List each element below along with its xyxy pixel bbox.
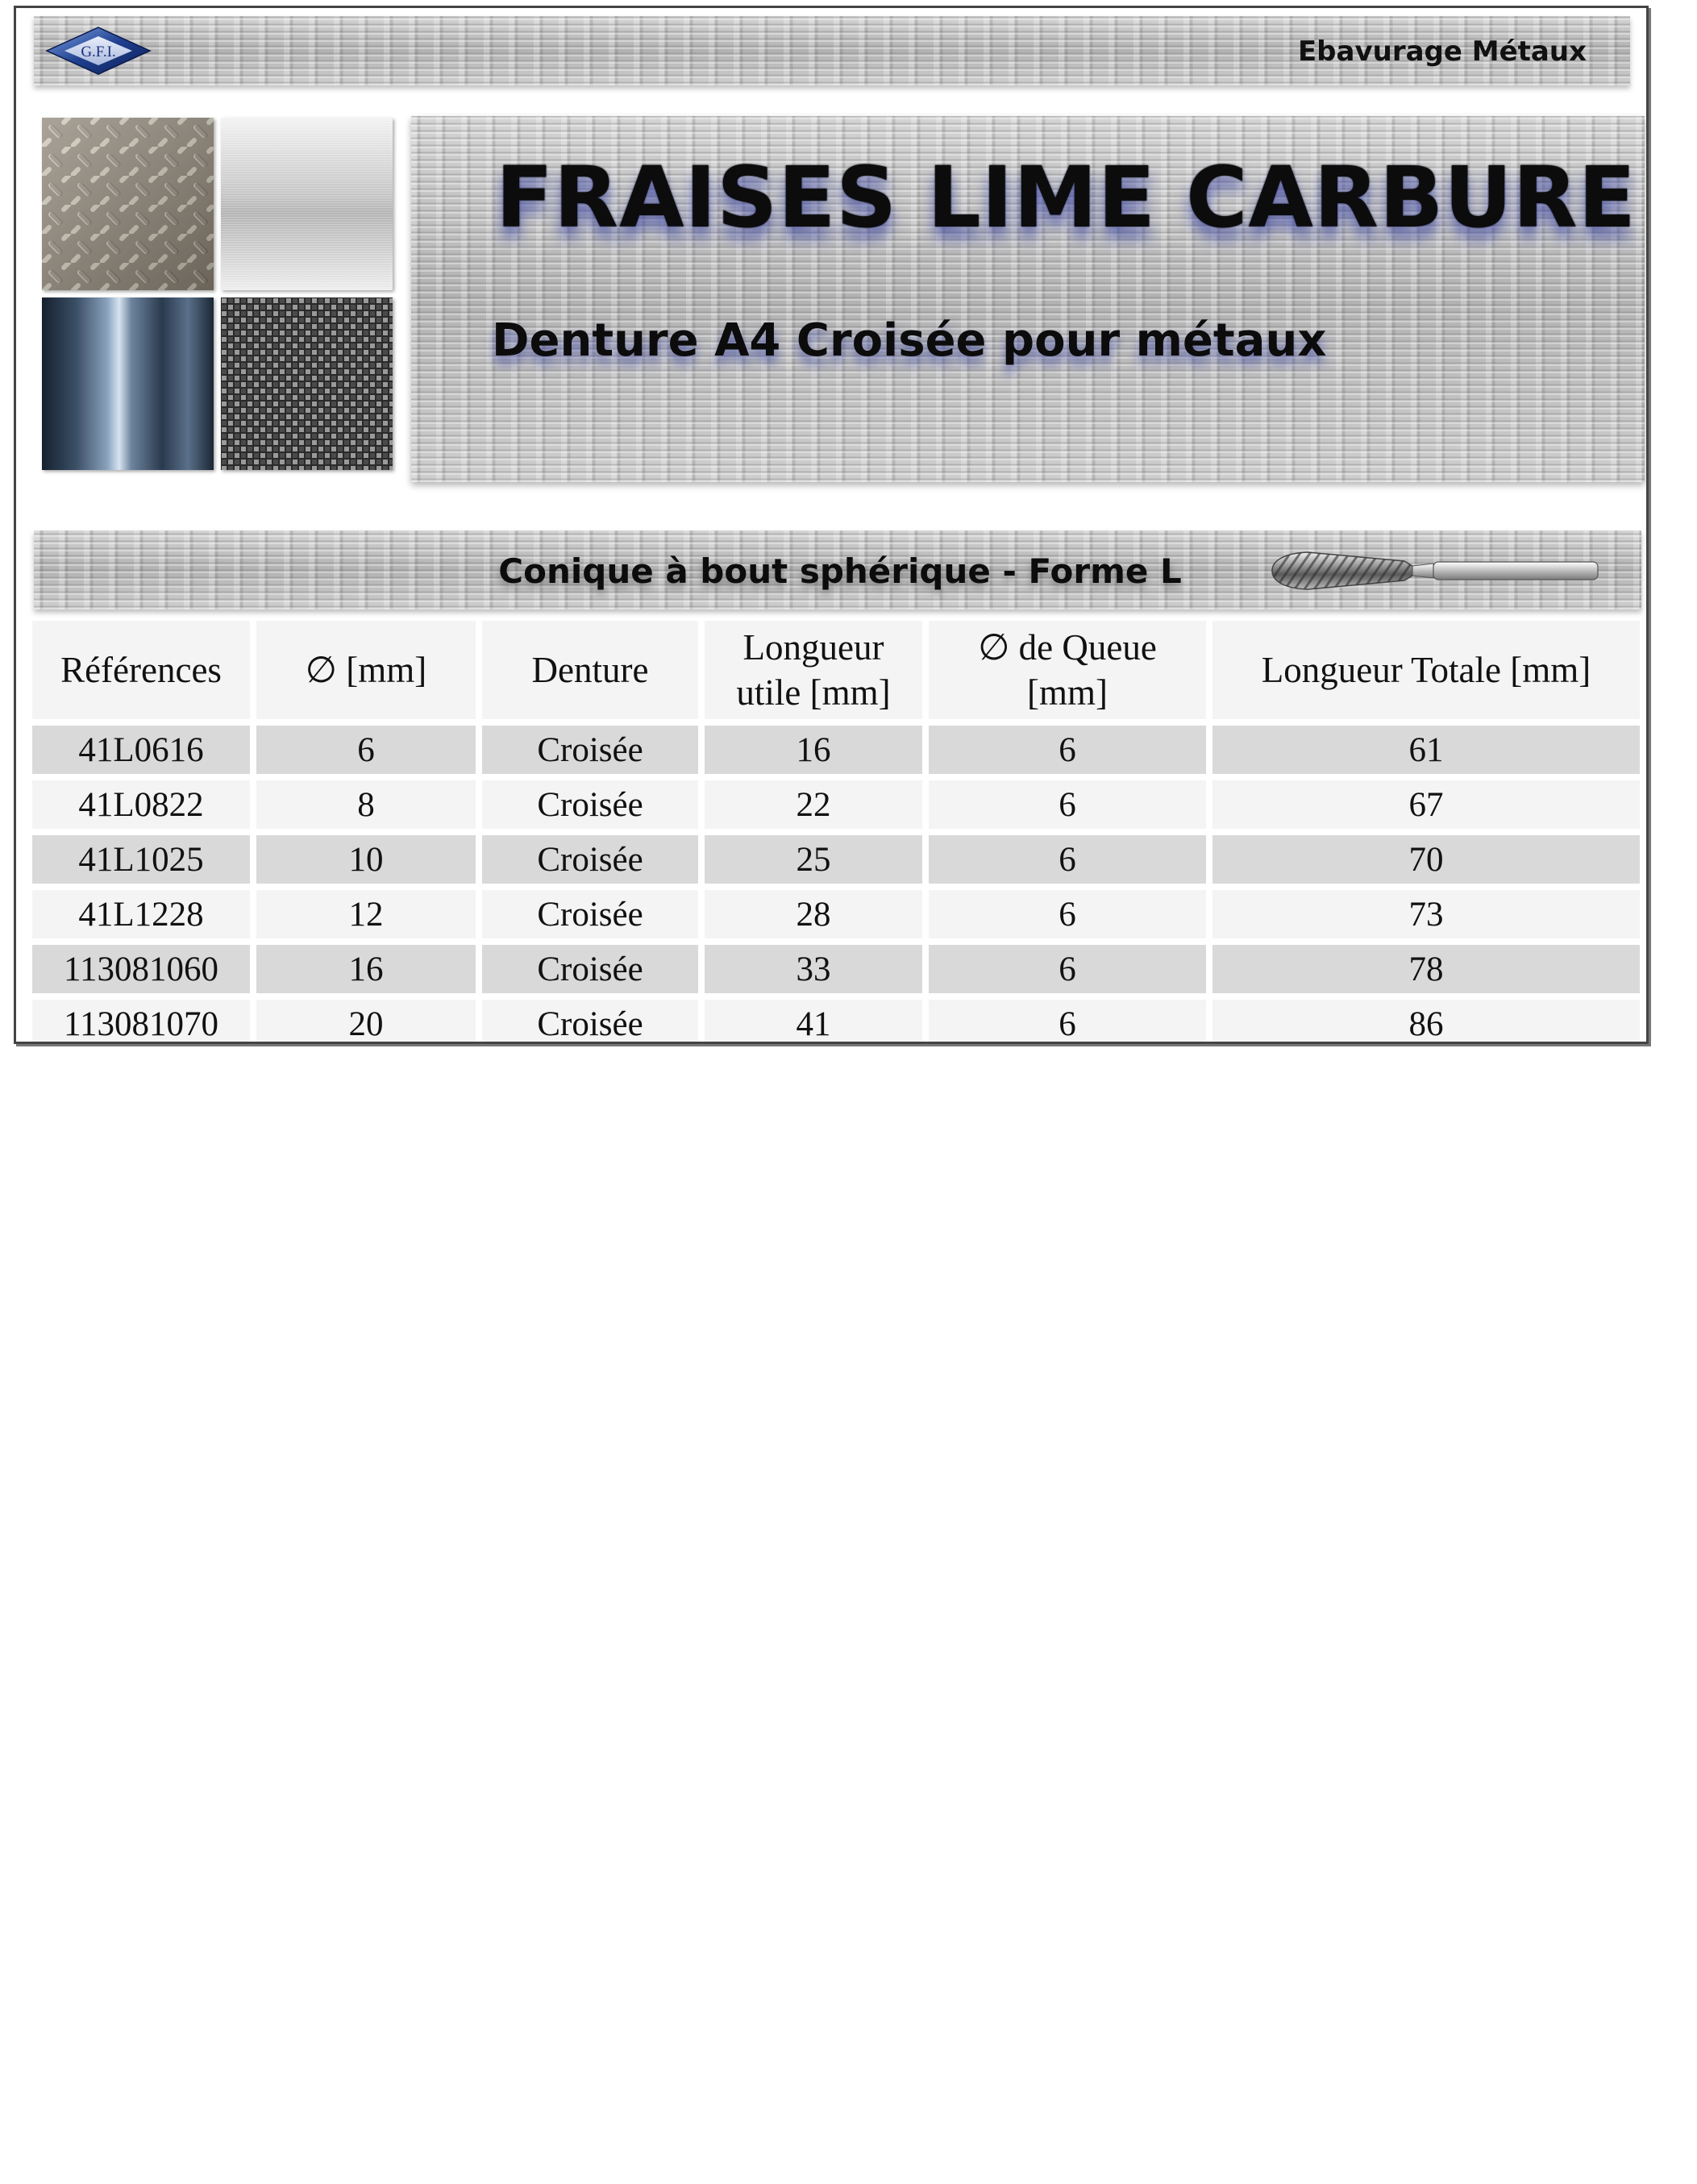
cell-total-length: 70 [1212,835,1640,884]
cell-reference: 41L0822 [32,780,250,829]
form-title: Conique à bout sphérique - Forme L [498,551,1182,591]
cell-denture: Croisée [482,780,698,829]
diamond-plate-texture-icon [42,118,214,290]
material-thumbnails [42,118,397,477]
steel-tube-texture-icon [42,297,214,470]
cell-diameter: 10 [256,835,476,884]
carbon-weave-texture-icon [221,297,393,470]
header-total-length: Longueur Totale [mm] [1212,621,1640,719]
cell-reference: 113081060 [32,945,250,993]
header-denture: Denture [482,621,698,719]
table-row [32,835,1640,884]
cell-diameter: 8 [256,780,476,829]
header-references: Références [32,621,250,719]
gfi-logo-icon [45,26,152,76]
cell-shank-diameter: 6 [929,890,1206,938]
table-header-row [32,621,1640,719]
specifications-table [26,614,1646,1044]
cell-reference: 41L1228 [32,890,250,938]
logo-text: G.F.I. [81,44,116,60]
table-row [32,780,1640,829]
cell-denture: Croisée [482,835,698,884]
gfi-logo [45,26,152,76]
cell-shank-diameter: 6 [929,726,1206,774]
table-row [32,726,1640,774]
cell-useful-length: 33 [705,945,922,993]
cell-reference: 41L1025 [32,835,250,884]
title-banner [411,116,1645,482]
cell-denture: Croisée [482,890,698,938]
catalog-sheet [14,6,1649,1044]
cell-shank-diameter: 6 [929,780,1206,829]
cell-reference: 113081070 [32,1000,250,1044]
cell-diameter: 12 [256,890,476,938]
carbide-burr-icon [1267,542,1606,600]
cell-denture: Croisée [482,945,698,993]
section-label: Ebavurage Métaux [1297,35,1587,68]
brushed-steel-texture-icon [221,118,393,290]
table-row [32,945,1640,993]
cell-shank-diameter: 6 [929,1000,1206,1044]
cell-useful-length: 25 [705,835,922,884]
form-bar [34,530,1641,609]
cell-useful-length: 16 [705,726,922,774]
cell-diameter: 6 [256,726,476,774]
header-diameter: ∅ [mm] [256,621,476,719]
header-shank-diameter: ∅ de Queue [mm] [929,621,1206,719]
cell-denture: Croisée [482,1000,698,1044]
header-useful-length: Longueur utile [mm] [705,621,922,719]
cell-useful-length: 41 [705,1000,922,1044]
header-bar [34,16,1630,85]
cell-total-length: 67 [1212,780,1640,829]
cell-total-length: 78 [1212,945,1640,993]
page-title: FRAISES LIME CARBURE [496,148,1637,247]
cell-shank-diameter: 6 [929,835,1206,884]
page-subtitle: Denture A4 Croisée pour métaux [492,314,1327,367]
cell-diameter: 16 [256,945,476,993]
cell-useful-length: 28 [705,890,922,938]
cell-diameter: 20 [256,1000,476,1044]
cell-denture: Croisée [482,726,698,774]
cell-reference: 41L0616 [32,726,250,774]
cell-total-length: 86 [1212,1000,1640,1044]
table-row [32,890,1640,938]
cell-total-length: 73 [1212,890,1640,938]
cell-shank-diameter: 6 [929,945,1206,993]
cell-useful-length: 22 [705,780,922,829]
cell-total-length: 61 [1212,726,1640,774]
table-row [32,1000,1640,1044]
